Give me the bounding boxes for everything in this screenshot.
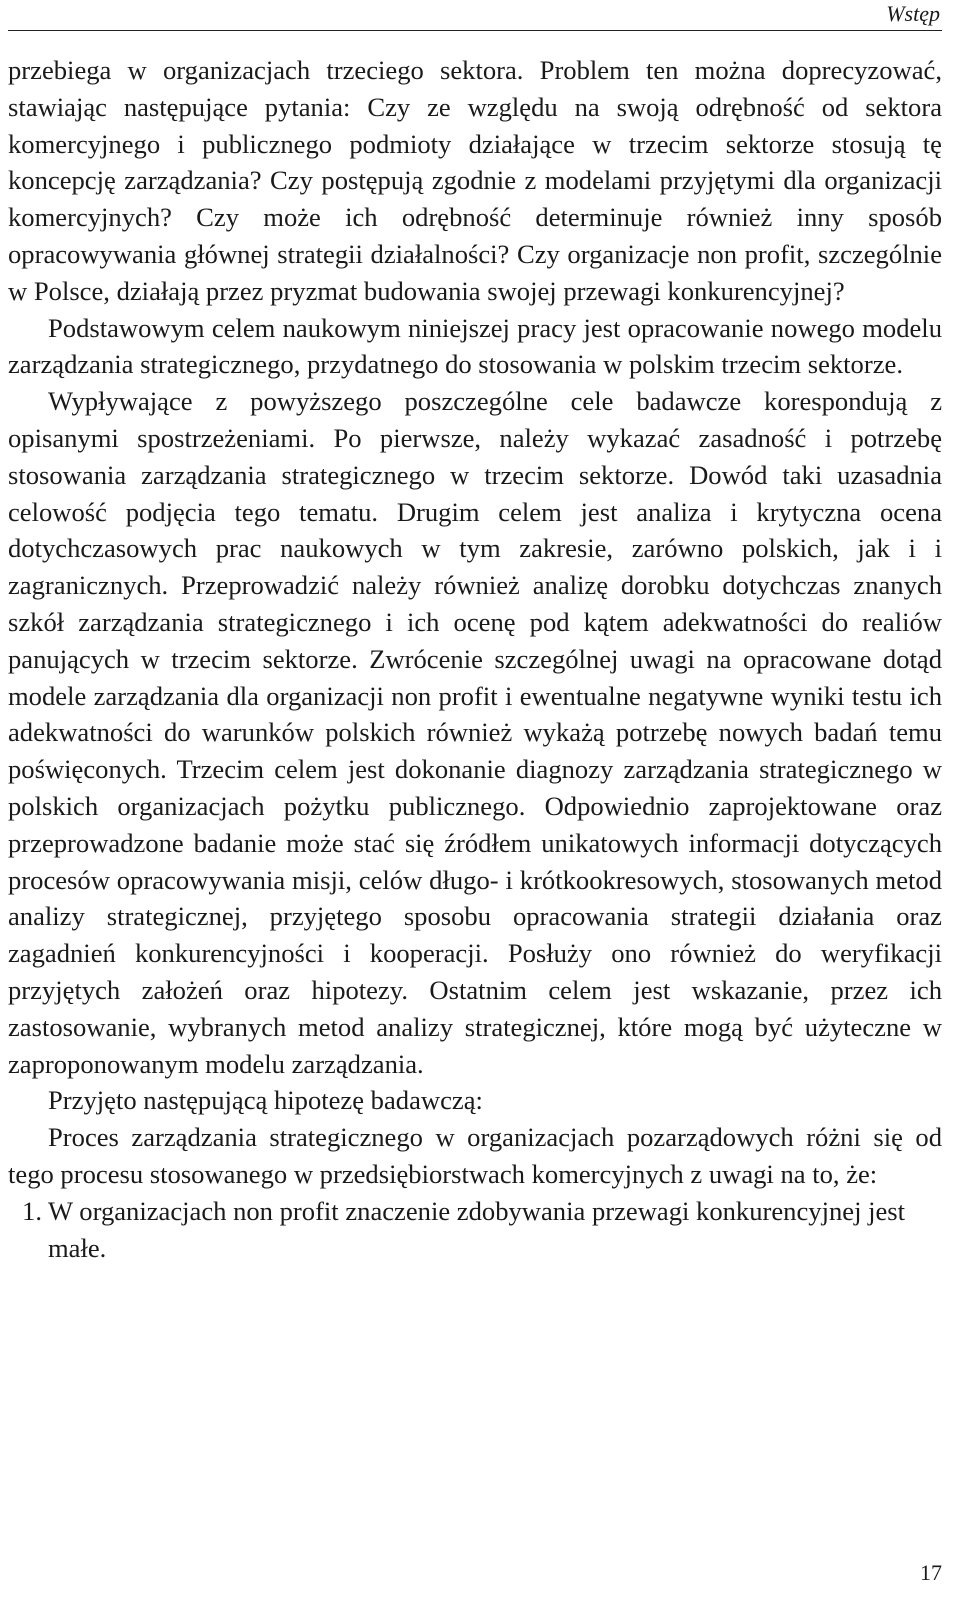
page-number: 17	[920, 1560, 942, 1585]
page-body	[8, 52, 942, 1266]
hypothesis-list	[8, 1193, 942, 1267]
list-item	[8, 1193, 942, 1267]
list-item-number: 1.	[22, 1195, 42, 1226]
paragraph: Wypływające z powyższego poszczególne cele badawcze korespondują z opisanymi spostrzeżeniami. Po pierwsze, należy wykazać zasadność i potrzebę stosowania zarządzania strategicznego w trzecim sektorze. Dowód taki uzasadnia celowość podjęcia tego tematu. Drugim celem jest analiza i krytyczna ocena dotychczasowych prac naukowych w tym zakresie, zarówno polskich, jak i i zagranicznych. Przeprowadzić należy również analizę dorobku dotychczas znanych szkół zarządzania strategicznego i ich ocenę pod kątem adekwatności do realiów panujących w trzecim sektorze. Zwrócenie szczególnej uwagi na opracowane dotąd modele zarządzania dla organizacji non profit i ewentualne negatywne wyniki testu ich adekwatności do warunków polskich również wykażą potrzebę nowych badań temu poświęconych. Trzecim celem jest dokonanie diagnozy zarządzania strategicznego w polskich organizacjach pożytku publicznego. Odpowiednio zaprojektowane oraz przeprowadzone badanie może stać się źródłem unikatowych informacji dotyczących procesów opracowywania misji, celów długo- i krótkookresowych, stosowanych metod analizy strategicznej, przyjętego sposobu opracowania strategii działania oraz zagadnień konkurencyjności i kooperacji. Posłuży ono również do weryfikacji przyjętych założeń oraz hipotezy. Ostatnim celem jest wskazanie, przez ich zastosowanie, wybranych metod analizy strategicznej, które mogą być użyteczne w zaproponowanym modelu zarządzania.	[8, 386, 942, 1079]
paragraph: przebiega w organizacjach trzeciego sektora. Problem ten można doprecyzować, stawiając następujące pytania: Czy ze względu na swoją odrębność od sektora komercyjnego i publicznego podmioty działające w trzecim sektorze stosują tę koncepcję zarządzania? Czy postępują zgodnie z modelami przyjętymi dla organizacji komercyjnych? Czy może ich odrębność determinuje również inny sposób opracowywania głównej strategii działalności? Czy organizacje non profit, szczególnie w Polsce, działają przez pryzmat budowania swojej przewagi konkurencyjnej?	[8, 55, 942, 306]
paragraph: Przyjęto następującą hipotezę badawczą:	[48, 1085, 483, 1116]
paragraph: Podstawowym celem naukowym niniejszej pracy jest opracowanie nowego modelu zarządzania strategicznego, przydatnego do stosowania w polskim trzecim sektorze.	[8, 312, 942, 380]
page-header	[8, 0, 942, 31]
paragraph: Proces zarządzania strategicznego w organizacjach pozarządowych różni się od tego procesu stosowanego w przedsiębiorstwach komercyjnych z uwagi na to, że:	[8, 1122, 942, 1189]
running-head: Wstęp	[886, 1, 940, 26]
list-item-text: W organizacjach non profit znaczenie zdobywania przewagi konkurencyjnej jest małe.	[48, 1195, 906, 1263]
